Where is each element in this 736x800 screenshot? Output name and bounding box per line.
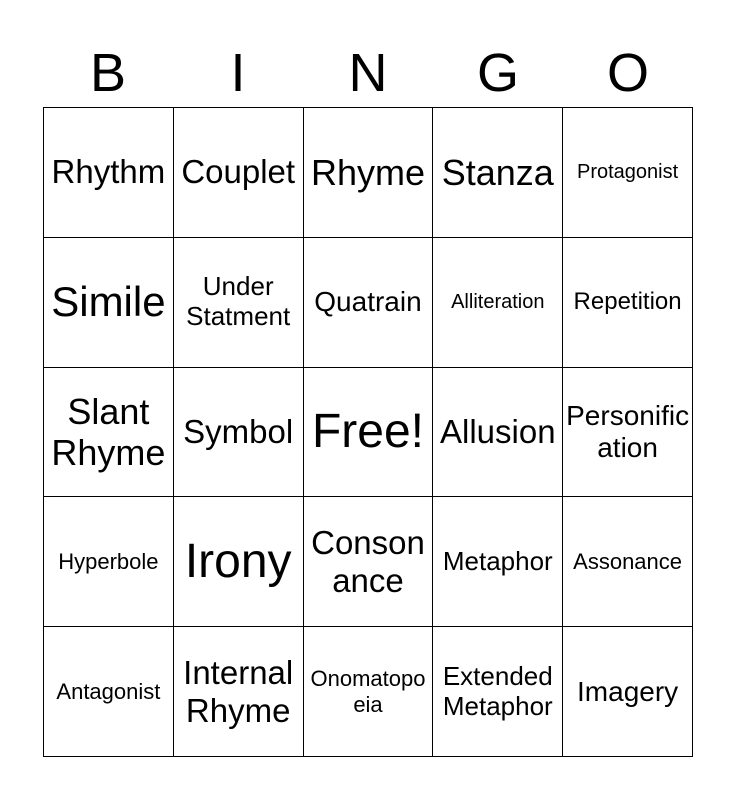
bingo-cell-r2c4[interactable]: Alliteration: [433, 238, 563, 368]
header-letter-o: O: [606, 43, 649, 103]
header-letter-b: B: [89, 43, 127, 103]
bingo-cell-r1c1[interactable]: Rhythm: [44, 108, 174, 238]
bingo-header: [43, 40, 693, 106]
bingo-cell-r5c3[interactable]: Onomatopoeia: [304, 627, 434, 757]
bingo-cell-r5c1[interactable]: Antagonist: [44, 627, 174, 757]
bingo-cell-r1c3[interactable]: Rhyme: [304, 108, 434, 238]
bingo-cell-r4c5[interactable]: Assonance: [563, 497, 693, 627]
bingo-cell-r4c3[interactable]: Consonance: [304, 497, 434, 627]
bingo-cell-r3c2[interactable]: Symbol: [174, 368, 304, 498]
bingo-cell-r3c5[interactable]: Personification: [563, 368, 693, 498]
bingo-cell-r5c5[interactable]: Imagery: [563, 627, 693, 757]
bingo-cell-r2c5[interactable]: Repetition: [563, 238, 693, 368]
bingo-cell-r3c4[interactable]: Allusion: [433, 368, 563, 498]
bingo-cell-r4c4[interactable]: Metaphor: [433, 497, 563, 627]
header-letter-i: I: [230, 43, 246, 103]
bingo-cell-r3c1[interactable]: Slant Rhyme: [44, 368, 174, 498]
bingo-cell-r1c4[interactable]: Stanza: [433, 108, 563, 238]
bingo-cell-r4c2[interactable]: Irony: [174, 497, 304, 627]
bingo-cell-r2c3[interactable]: Quatrain: [304, 238, 434, 368]
bingo-cell-r2c1[interactable]: Simile: [44, 238, 174, 368]
bingo-cell-r2c2[interactable]: Under Statment: [174, 238, 304, 368]
bingo-cell-r1c5[interactable]: Protagonist: [563, 108, 693, 238]
bingo-cell-r4c1[interactable]: Hyperbole: [44, 497, 174, 627]
bingo-card-grid: [43, 107, 693, 757]
bingo-cell-r3c3-free[interactable]: Free!: [304, 368, 434, 498]
header-letter-g: G: [476, 43, 519, 103]
bingo-cell-r1c2[interactable]: Couplet: [174, 108, 304, 238]
bingo-cell-r5c2[interactable]: Internal Rhyme: [174, 627, 304, 757]
bingo-cell-r5c4[interactable]: Extended Metaphor: [433, 627, 563, 757]
header-letter-n: N: [348, 43, 388, 103]
